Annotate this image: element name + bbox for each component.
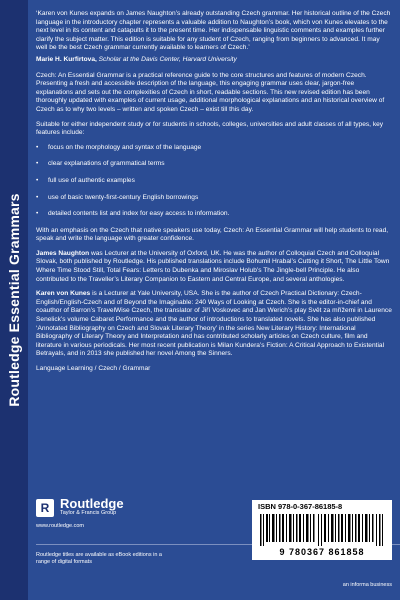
book-description: Czech: An Essential Grammar is a practical reference guide to the core structures and features of modern Czech. Presenting a fresh and accessible description of the language, this engaging grammar uses clear, jargon-free explanations and sets out the complexities of Czech in short, readable sections. This new revised edition has been thoroughly updated with examples of current usage, additional morphological explanations and an historical overview of Czech as to why two levels – written and spoken Czech – exist till this day. bbox=[36, 71, 385, 113]
blurb-content bbox=[36, 10, 392, 380]
isbn-text: ISBN 978-0-367-86185-8 bbox=[258, 502, 343, 511]
list-item: • full use of authentic examples bbox=[36, 177, 392, 186]
author-bio-text: was Lecturer at the University of Oxford, UK. He was the author of Colloquial Czech and Colloquial Slovak, both published by Routledge. His published translations include Bohumil Hrabal’s Cutting it Short, The Little Town Where Time Stood Still, Total Fears: Letters to Dubenka and Miroslav Holub’s The Jingle-bell Principle. He also contributed to the Traveller’s Literary Companion to Eastern and Central Europe, and several anthologies. bbox=[36, 249, 390, 283]
barcode-panel bbox=[252, 500, 392, 560]
barcode-icon bbox=[258, 514, 386, 546]
author-bio-naughton bbox=[36, 250, 392, 284]
publisher-url: www.routledge.com bbox=[36, 523, 84, 529]
endorsement-attribution bbox=[36, 56, 392, 65]
spine-title: Routledge Essential Grammars bbox=[6, 193, 22, 407]
list-item: • focus on the morphology and syntax of the language bbox=[36, 144, 392, 153]
author-bio-text: is a Lecturer at Yale University, USA. She is the author of Czech Practical Dictionary: Czech-English/English-Czech and of Beyond the Imaginable: 240 Ways of Looking at Czech. She is the editor-in-chief and coauthor of Barron’s TravelWise Czech, the translator of Jiří Voskovec and Jan Werich’s play Svět za mřížemi in Laurence Senelick’s volume Cabaret Performance and the author of introductions to translated novels. She has also published ‘Annotated Bibliography on Czech and Slovak Literary Theory’ in the series New Literary History: International Bibliography of Literary Theory and Interpretation and has contributed scholarly articles on Czech culture, film and literature in various periodicals. Her most recent publication is Milan Kundera’s Fiction: A Critical Approach to Existential Betrayals, and in 2013 she published her novel Among the Sinners. bbox=[36, 290, 392, 358]
barcode-number: 9 780367 861858 bbox=[279, 547, 365, 557]
endorser-role: Scholar at the Davis Center, Harvard University bbox=[96, 55, 237, 63]
ebook-note: Routledge titles are available as eBook editions in a range of digital formats bbox=[36, 552, 162, 565]
publisher-subtitle: Taylor & Francis Group bbox=[60, 510, 117, 516]
list-item: • detailed contents list and index for easy access to information. bbox=[36, 210, 392, 219]
list-item: • use of basic twenty-first-century English borrowings bbox=[36, 194, 392, 203]
routledge-logo-icon: R bbox=[36, 499, 54, 517]
spine bbox=[0, 0, 28, 600]
endorsement-quote: ‘Karen von Kunes expands on James Naughton’s already outstanding Czech grammar. Her historical outline of the Czech language in the introductory chapter represents a valuable addition to Naughton’s book, which von Kunes elevates to the next level in its content and catapults it to the present time. Her indispensable linguistic comments and examples further clarify the subject matter. This edition is suitable for any student of Czech, ranging from beginners to advanced. It may well be the best Czech grammar currently available to learners of Czech.’ bbox=[36, 10, 391, 52]
publisher-name: Routledge bbox=[60, 496, 124, 511]
endorser-name: Marie H. Kurfirtova, bbox=[36, 55, 97, 63]
emphasis-text: With an emphasis on the Czech that native speakers use today, Czech: An Essential Grammar will help students to read, speak and write the language with greater confidence. bbox=[36, 226, 389, 243]
author-name: James Naughton bbox=[36, 249, 90, 257]
publisher-logo bbox=[36, 498, 236, 517]
subject-categories: Language Learning / Czech / Grammar bbox=[36, 365, 151, 372]
author-bio-kunes bbox=[36, 290, 392, 359]
features-list bbox=[36, 144, 392, 219]
informa-note: an informa business bbox=[342, 582, 392, 588]
suitable-text: Suitable for either independent study or for students in schools, colleges, universities and adult classes of all types, key features include: bbox=[36, 120, 384, 137]
author-name: Karen von Kunes bbox=[36, 290, 91, 298]
publisher-block bbox=[36, 498, 236, 529]
list-item: • clear explanations of grammatical terms bbox=[36, 160, 392, 169]
